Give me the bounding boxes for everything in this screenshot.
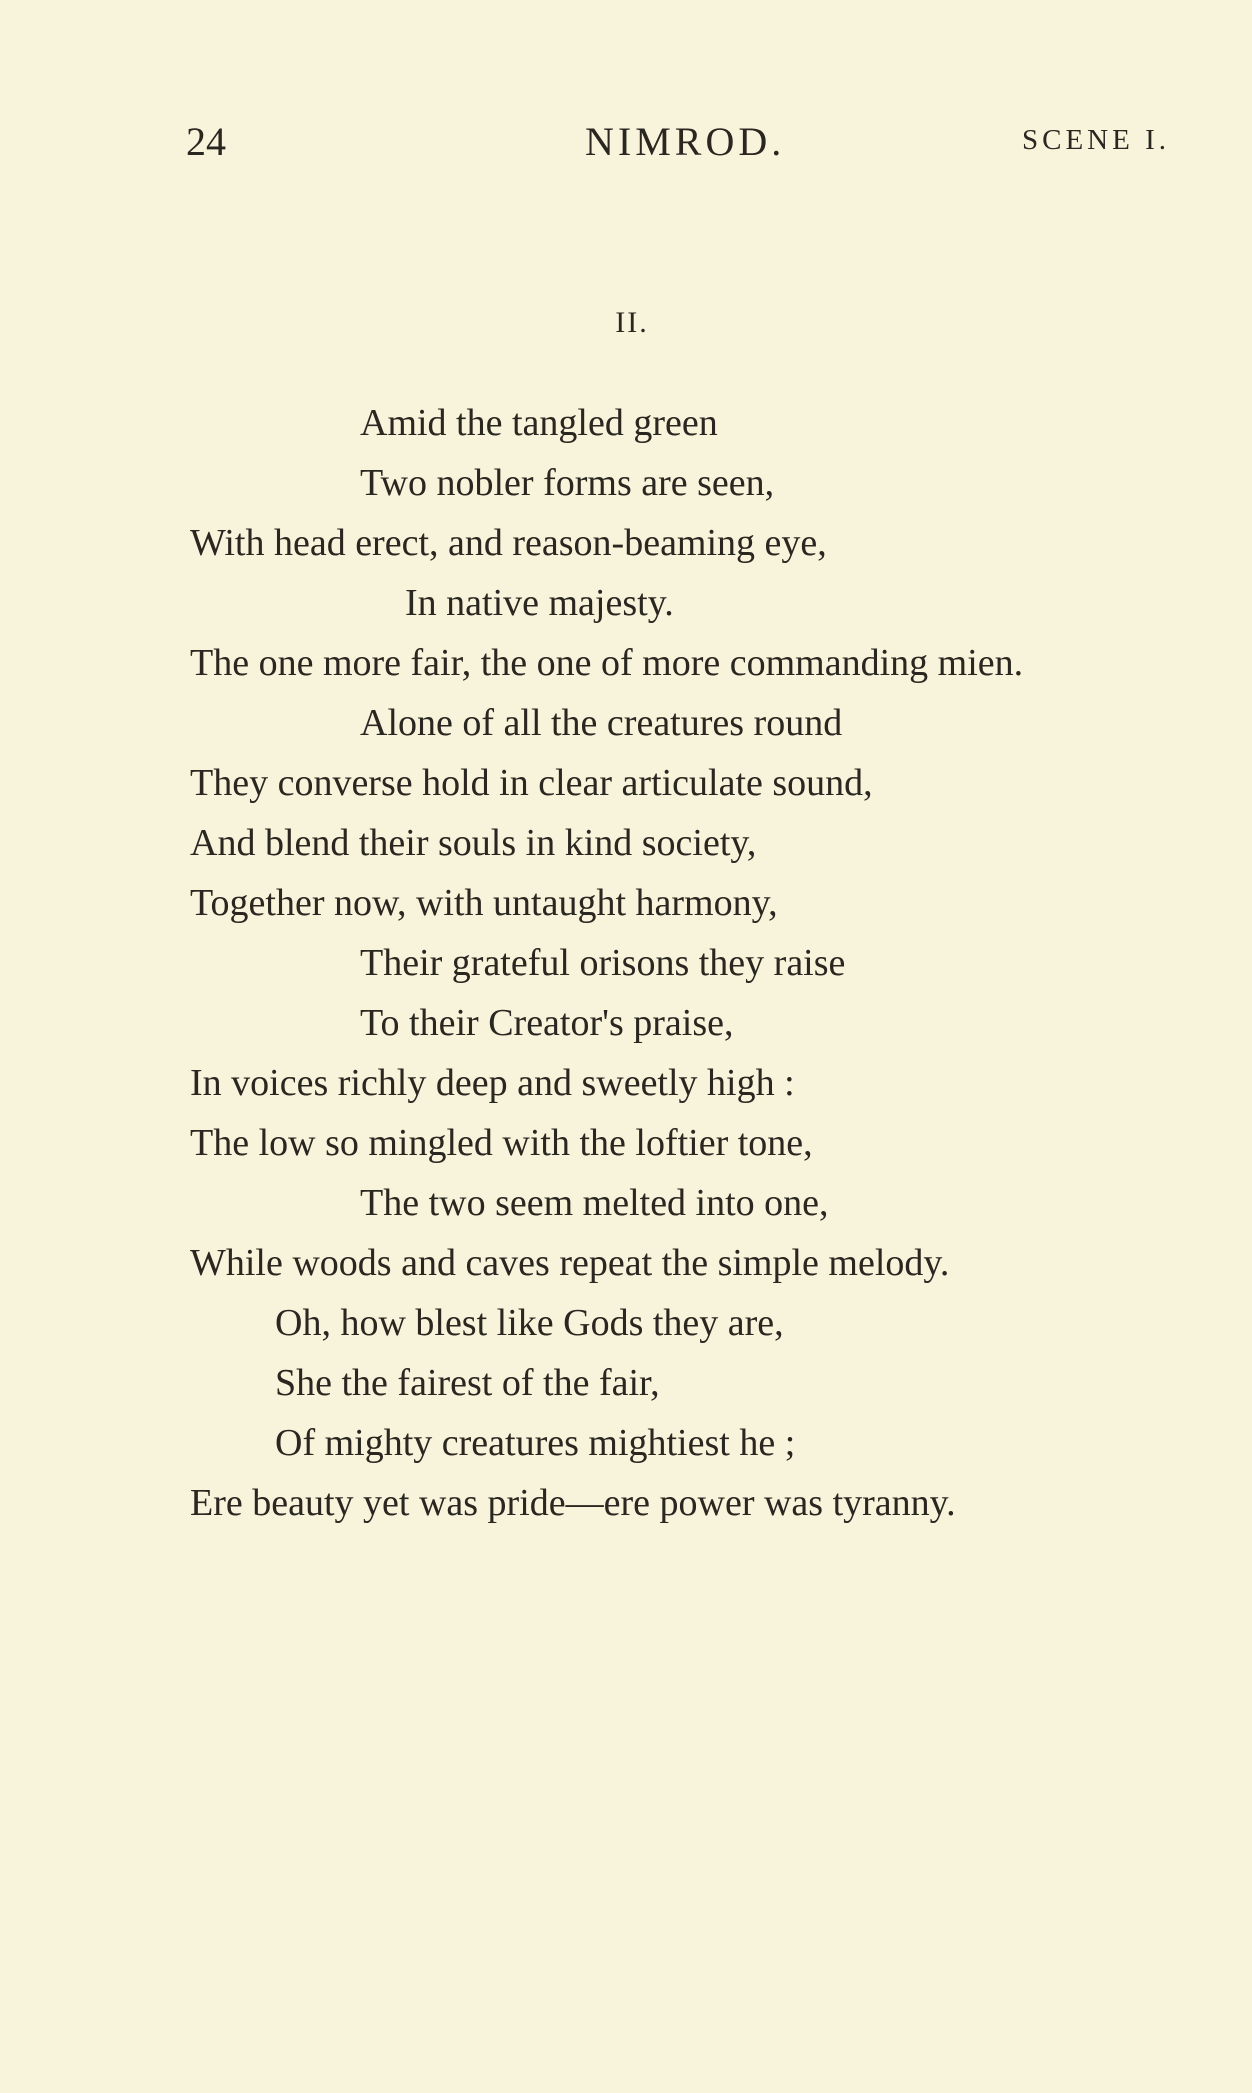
poem-line: The two seem melted into one, xyxy=(360,1182,829,1224)
running-title: NIMROD. xyxy=(585,119,786,164)
poem-line: The low so mingled with the loftier tone, xyxy=(190,1122,813,1164)
poem-line: The one more fair, the one of more commanding mien. xyxy=(190,642,1024,684)
poem-line: To their Creator's praise, xyxy=(360,1002,734,1044)
running-header xyxy=(0,118,1252,168)
scene-label: SCENE I. xyxy=(1022,124,1170,156)
poem-line: Two nobler forms are seen, xyxy=(360,462,775,504)
poem-line: Alone of all the creatures round xyxy=(360,702,843,744)
poem-line: Of mighty creatures mightiest he ; xyxy=(275,1422,796,1464)
poem-line: Their grateful orisons they raise xyxy=(360,942,846,984)
poem-line: In voices richly deep and sweetly high : xyxy=(190,1062,795,1104)
poem-line: Together now, with untaught harmony, xyxy=(190,882,778,924)
poem-line: And blend their souls in kind society, xyxy=(190,822,757,864)
page-number: 24 xyxy=(186,119,226,164)
poem-line: In native majesty. xyxy=(405,582,674,624)
poem-line: While woods and caves repeat the simple melody. xyxy=(190,1242,950,1284)
poem-line: They converse hold in clear articulate sound, xyxy=(190,762,873,804)
stanza-number: II. xyxy=(615,306,649,339)
poem-line: She the fairest of the fair, xyxy=(275,1362,660,1404)
poem-line: Amid the tangled green xyxy=(360,402,718,444)
poem-line: Ere beauty yet was pride—ere power was tyranny. xyxy=(190,1482,956,1524)
poem-line: Oh, how blest like Gods they are, xyxy=(275,1302,784,1344)
poem-line: With head erect, and reason-beaming eye, xyxy=(190,522,827,564)
